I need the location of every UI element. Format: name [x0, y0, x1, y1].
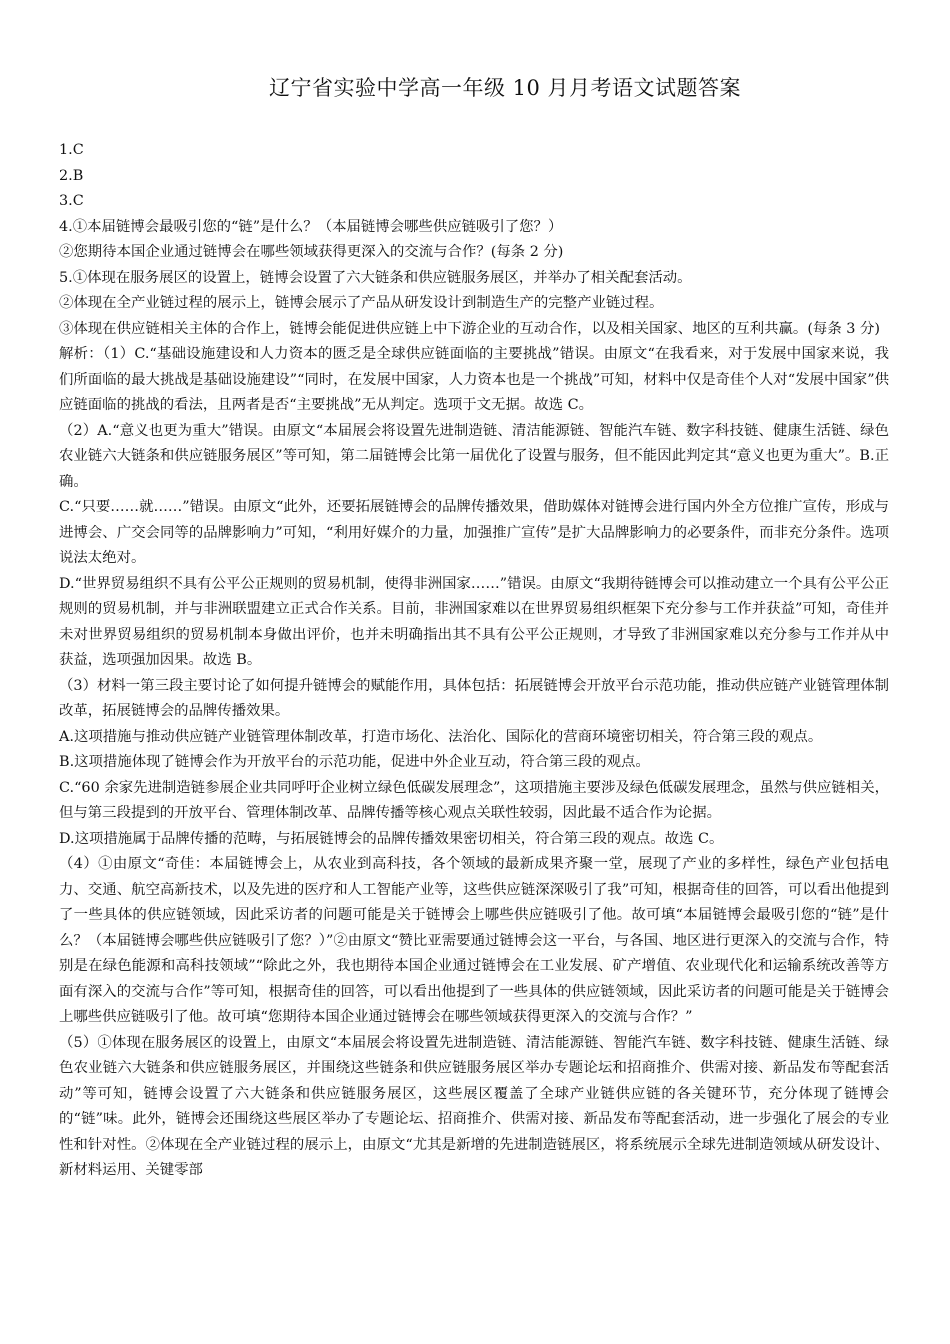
- answer-line: 1.C: [59, 142, 84, 158]
- analysis-paragraph: （4）①由原文“奇佳：本届链博会上，从农业到高科技，各个领域的最新成果齐聚一堂，展现了产业的多样性，绿色产业包括电力、交通、航空高新技术，以及先进的医疗和人工智能产业等，这些供应链深深吸引了我”可知，根据奇佳的回答，可以看出他提到了一些具体的供应链领域，因此采访者的问题可能是关于链博会上哪些供应链吸引了他。故可填“本届链博会最吸引您的“链”是什么？（本届链博会哪些供应链吸引了您？）”②由原文“赞比亚需要通过链博会这一平台，与各国、地区进行更深入的交流与合作，特别是在绿色能源和高科技领域”“除此之外，我也期待本国企业通过链博会在工业发展、矿产增值、农业现代化和运输系统改善等方面有深入的交流与合作”等可知，根据奇佳的回答，可以看出他提到了一些具体的供应链领域，因此采访者的问题可能是关于链博会上哪些供应链吸引了他。故可填“您期待本国企业通过链博会在哪些领域获得更深入的交流与合作？”: [59, 856, 889, 1025]
- analysis-paragraph: （5）①体现在服务展区的设置上，由原文“本届展会将设置先进制造链、清洁能源链、智能汽车链、数字科技链、健康生活链、绿色农业链六大链条和供应链服务展区，并围绕这些链条和供应链服务展区举办专题论坛和招商推介、供需对接、新品发布等配套活动”等可知，链博会设置了六大链条和供应链服务展区，这些展区覆盖了全球产业链供应链的各关键环节，充分体现了链博会的“链”味。此外，链博会还围绕这些展区举办了专题论坛、招商推介、供需对接、新品发布等配套活动，进一步强化了展会的专业性和针对性。②体现在全产业链过程的展示上，由原文“尤其是新增的先进制造链展区，将系统展示全球先进制造领域从研发设计、新材料运用、关键零部: [59, 1034, 889, 1178]
- analysis-paragraph: C.“只要……就……”错误。由原文“此外，还要拓展链博会的品牌传播效果，借助媒体对链博会进行国内外全方位推广宣传，形成与进博会、广交会同等的品牌影响力”可知，“利用好媒介的力量，加强推广宣传”是扩大品牌影响力的必要条件，而非充分条件。选项说法太绝对。: [59, 499, 889, 566]
- analysis-paragraph: （2）A.“意义也更为重大”错误。由原文“本届展会将设置先进制造链、清洁能源链、智能汽车链、数字科技链、健康生活链、绿色农业链六大链条和供应链服务展区”等可知，第二届链博会比第一届优化了设置与服务，但不能因此判定其“意义也更为重大”。B.正确。: [59, 422, 889, 490]
- analysis-paragraph: 解析：（1）C.“基础设施建设和人力资本的匮乏是全球供应链面临的主要挑战”错误。由原文“在我看来，对于发展中国家来说，我们所面临的最大挑战是基础设施建设”“同时，在发展中国家，人力资本也是一个挑战”可知，材料中仅是奇佳个人对“发展中国家”供应链面临的挑战的看法，且两者是否“主要挑战”无从判定。选项于文无据。故选 C。: [59, 346, 889, 413]
- answer-body: [59, 138, 889, 1184]
- answer-line: 4.①本届链博会最吸引您的“链”是什么？（本届链博会哪些供应链吸引了您？）: [59, 218, 563, 235]
- answer-line: 2.B: [59, 167, 84, 184]
- analysis-paragraph: （3）材料一第三段主要讨论了如何提升链博会的赋能作用，具体包括：拓展链博会开放平台示范功能，推动供应链产业链管理体制改革，拓展链博会的品牌传播效果。: [59, 677, 889, 719]
- answer-line: ③体现在供应链相关主体的合作上，链博会能促进供应链上中下游企业的互动合作，以及相关国家、地区的互利共赢。(每条 3 分): [59, 320, 881, 337]
- document-title: 辽宁省实验中学高一年级 10 月月考语文试题答案: [268, 76, 742, 100]
- analysis-paragraph: A.这项措施与推动供应链产业链管理体制改革，打造市场化、法治化、国际化的营商环境密切相关，符合第三段的观点。: [59, 728, 823, 745]
- analysis-paragraph: B.这项措施体现了链博会作为开放平台的示范功能，促进中外企业互动，符合第三段的观点。: [59, 754, 650, 770]
- analysis-paragraph: C.“60 余家先进制造链参展企业共同呼吁企业树立绿色低碳发展理念”，这项措施主要涉及绿色低碳发展理念，虽然与供应链相关，但与第三段提到的开放平台、管理体制改革、品牌传播等核心观点关联性较弱，因此最不适合作为论据。: [59, 779, 889, 821]
- analysis-paragraph: D.这项措施属于品牌传播的范畴，与拓展链博会的品牌传播效果密切相关，符合第三段的观点。故选 C。: [59, 830, 724, 847]
- answer-line: 3.C: [59, 193, 84, 209]
- analysis-paragraph: D.“世界贸易组织不具有公平公正规则的贸易机制，使得非洲国家……”错误。由原文“我期待链博会可以推动建立一个具有公平公正规则的贸易机制，并与非洲联盟建立正式合作关系。目前，非洲国家难以在世界贸易组织框架下充分参与工作并获益”可知，奇佳并未对世界贸易组织的贸易机制本身做出评价，也并未明确指出其不具有公平公正规则，才导致了非洲国家难以充分参与工作并从中获益，选项强加因果。故选 B。: [59, 575, 889, 668]
- answer-line: ②您期待本国企业通过链博会在哪些领域获得更深入的交流与合作？(每条 2 分): [59, 244, 564, 260]
- answer-line: 5.①体现在服务展区的设置上，链博会设置了六大链条和供应链服务展区，并举办了相关配套活动。: [59, 269, 692, 286]
- answer-line: ②体现在全产业链过程的展示上，链博会展示了产品从研发设计到制造生产的完整产业链过程。: [59, 295, 664, 311]
